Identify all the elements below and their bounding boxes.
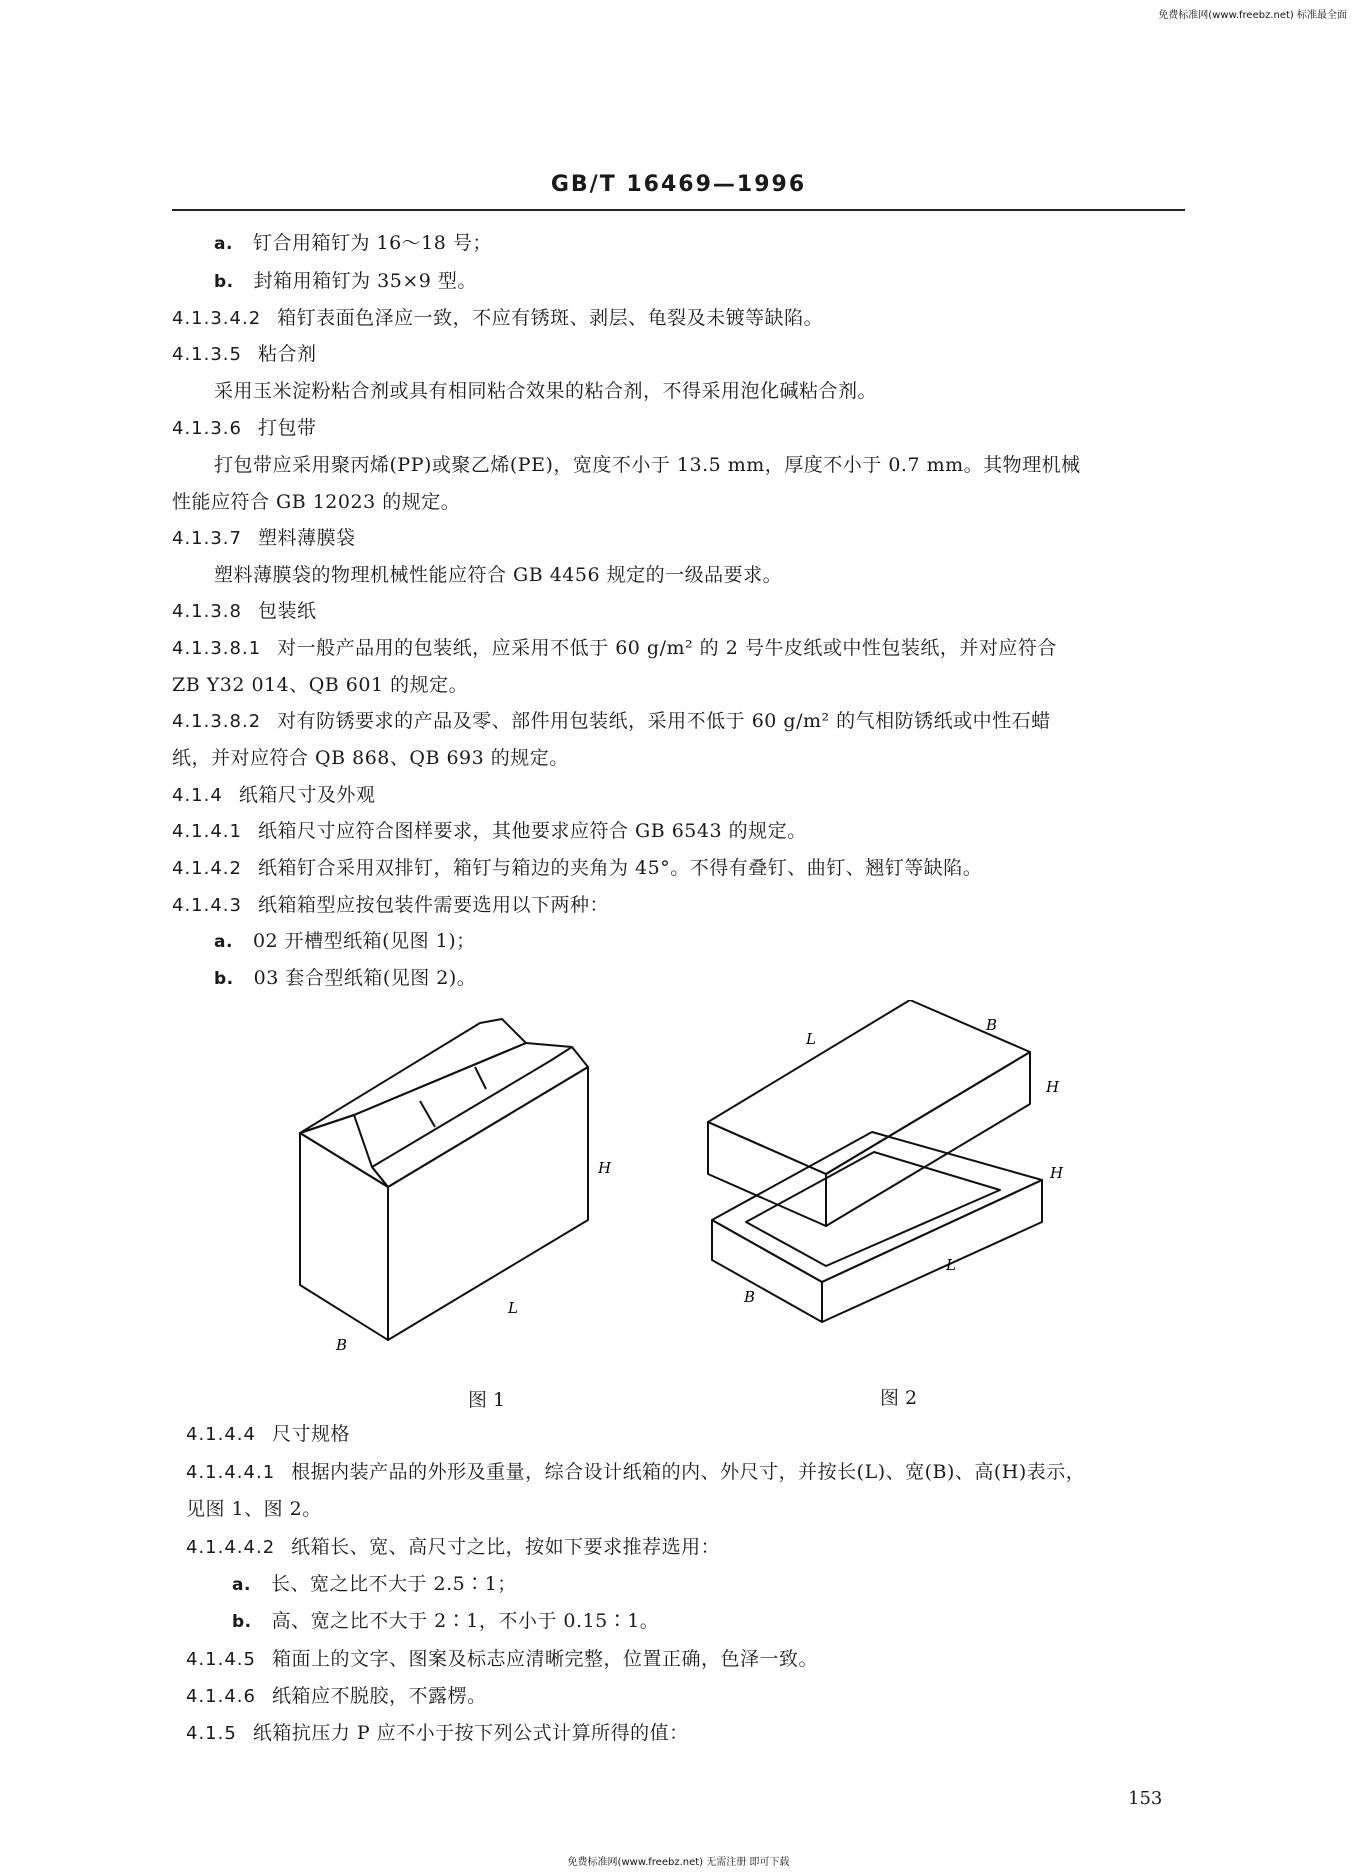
fig2-label-b-bottom: B [744, 1288, 756, 1306]
fig1-flap-gap [526, 1043, 572, 1047]
clause-4-1-3-5 [172, 342, 317, 367]
site-banner-bottom: 免费标准网(www.freebz.net) 无需注册 即可下载 [567, 1857, 790, 1868]
list-marker: b. [214, 272, 234, 292]
clause-number: 4.1.3.5 [172, 344, 242, 365]
paragraph-adhesive: 采用玉米淀粉粘合剂或具有相同粘合效果的粘合剂，不得采用泡化碱粘合剂。 [214, 380, 878, 402]
clause-number: 4.1.3.7 [172, 528, 242, 549]
clause-4-1-3-8-2 [172, 709, 1051, 734]
fig2-base-front-right [822, 1180, 1042, 1322]
clause-number: 4.1.3.8.1 [172, 638, 262, 659]
fig1-label-l: L [508, 1299, 518, 1317]
clause-title: 纸箱尺寸及外观 [238, 784, 376, 806]
clause-text: 纸箱长、宽、高尺寸之比，按如下要求推荐选用： [291, 1536, 721, 1558]
clause-4-1-4-2 [172, 856, 982, 881]
list-marker: a. [214, 932, 233, 952]
clause-4-1-4-1 [172, 819, 807, 844]
clause-4-1-4 [172, 783, 375, 808]
clause-4-1-5 [186, 1721, 689, 1746]
line-text: 钉合用箱钉为 16～18 号； [252, 232, 492, 254]
clause-text: 纸箱应不脱胶，不露楞。 [271, 1685, 487, 1707]
list-item-b-box-type [214, 966, 476, 991]
fig2-base-rim [712, 1132, 1042, 1282]
list-marker: b. [232, 1612, 252, 1632]
clause-number: 4.1.4.5 [186, 1649, 256, 1670]
clause-text: 对一般产品用的包装纸，应采用不低于 60 g/m² 的 2 号牛皮纸或中性包装纸，并对应符合 [277, 637, 1057, 659]
fig2-label-l-top: L [806, 1030, 816, 1048]
line-text: 02 开槽型纸箱(见图 1)； [252, 930, 476, 952]
fig2-base-inner [746, 1152, 1000, 1266]
clause-4-1-3-8 [172, 599, 317, 624]
site-banner-top: 免费标准网(www.freebz.net) 标准最全面 [1158, 10, 1347, 21]
line-text: 高、宽之比不大于 2∶1，不小于 0.15∶1。 [271, 1610, 660, 1632]
clause-number: 4.1.4.2 [172, 858, 242, 879]
paragraph-strap-1: 打包带应采用聚丙烯(PP)或聚乙烯(PE)，宽度不小于 13.5 mm，厚度不小于 0.7 mm。其物理机械 [214, 454, 1081, 476]
fig1-front-face [388, 1067, 588, 1340]
fig1-left-face [300, 1133, 388, 1340]
clause-4-1-3-6 [172, 416, 317, 441]
clause-text: 箱钉表面色泽应一致，不应有锈斑、剥层、龟裂及未镀等缺陷。 [277, 307, 824, 329]
list-item-b-seal-nail [214, 269, 477, 294]
fig1-label-h: H [598, 1159, 612, 1177]
clause-number: 4.1.3.8 [172, 601, 242, 622]
clause-text: 根据内装产品的外形及重量，综合设计纸箱的内、外尺寸，并按长(L)、宽(B)、高(H)表示， [291, 1461, 1086, 1483]
clause-4-1-3-8-1 [172, 636, 1057, 661]
clause-number: 4.1.4.1 [172, 821, 242, 842]
fig1-tape-edge [475, 1067, 486, 1089]
fig2-label-h-bottom: H [1050, 1164, 1064, 1182]
clause-4-1-3-8-1-cont: ZB Y32 014、QB 601 的规定。 [172, 674, 469, 696]
clause-number: 4.1.4.4.2 [186, 1537, 276, 1558]
figure-2-caption: 图 2 [880, 1387, 918, 1409]
clause-number: 4.1.3.6 [172, 418, 242, 439]
clause-text: 箱面上的文字、图案及标志应清晰完整，位置正确，色泽一致。 [271, 1648, 818, 1670]
clause-text: 对有防锈要求的产品及零、部件用包装纸，采用不低于 60 g/m² 的气相防锈纸或中性石蜡 [277, 710, 1051, 732]
figure-1-caption: 图 1 [468, 1389, 506, 1411]
list-marker: a. [214, 234, 233, 254]
paragraph-film-bag: 塑料薄膜袋的物理机械性能应符合 GB 4456 规定的一级品要求。 [214, 564, 783, 586]
fig1-back-flap [300, 1019, 526, 1133]
list-item-a-box-type [214, 929, 476, 954]
clause-number: 4.1.3.4.2 [172, 308, 262, 329]
fig1-label-b: B [336, 1336, 348, 1354]
clause-4-1-4-3 [172, 893, 609, 918]
clause-number: 4.1.4.6 [186, 1686, 256, 1707]
clause-text: 纸箱抗压力 P 应不小于按下列公式计算所得的值： [252, 1722, 689, 1744]
clause-title: 尺寸规格 [271, 1423, 350, 1445]
figure-1-slotted-box [290, 1015, 630, 1355]
clause-4-1-4-5 [186, 1647, 818, 1672]
clause-4-1-4-4-2 [186, 1535, 720, 1560]
fig2-label-l-bottom: L [946, 1256, 956, 1274]
page-number: 153 [1128, 1788, 1163, 1809]
fig2-label-b-top: B [986, 1016, 998, 1034]
list-item-a-nail-size [214, 231, 492, 256]
clause-4-1-4-4 [186, 1422, 350, 1447]
clause-number: 4.1.4.4.1 [186, 1462, 276, 1483]
clause-title: 塑料薄膜袋 [257, 527, 356, 549]
list-item-b-ratio [232, 1609, 659, 1634]
clause-4-1-4-4-1 [186, 1460, 1085, 1485]
fig2-base-front-left [712, 1220, 822, 1322]
clause-text: 纸箱尺寸应符合图样要求，其他要求应符合 GB 6543 的规定。 [257, 820, 807, 842]
clause-4-1-4-6 [186, 1684, 487, 1709]
clause-number: 4.1.4 [172, 785, 223, 806]
clause-number: 4.1.3.8.2 [172, 711, 262, 732]
clause-4-1-3-7 [172, 526, 356, 551]
clause-4-1-3-4-2 [172, 306, 823, 331]
fig1-tape-edge [420, 1101, 435, 1127]
clause-number: 4.1.4.4 [186, 1424, 256, 1445]
list-marker: b. [214, 969, 234, 989]
header-rule [172, 209, 1185, 211]
paragraph-strap-2: 性能应符合 GB 12023 的规定。 [172, 491, 461, 513]
clause-title: 包装纸 [257, 600, 317, 622]
line-text: 03 套合型纸箱(见图 2)。 [253, 967, 477, 989]
clause-title: 打包带 [257, 417, 317, 439]
list-item-a-ratio [232, 1572, 517, 1597]
clause-4-1-3-8-2-cont: 纸，并对应符合 QB 868、QB 693 的规定。 [172, 747, 569, 769]
clause-title: 粘合剂 [257, 343, 317, 365]
standard-code-header: GB/T 16469—1996 [550, 172, 807, 197]
list-marker: a. [232, 1575, 251, 1595]
clause-4-1-4-4-1-cont: 见图 1、图 2。 [186, 1498, 322, 1520]
fig1-right-flap [372, 1047, 588, 1187]
fig2-label-h-top: H [1046, 1078, 1060, 1096]
clause-text: 纸箱箱型应按包装件需要选用以下两种： [257, 894, 609, 916]
clause-number: 4.1.5 [186, 1723, 237, 1744]
line-text: 长、宽之比不大于 2.5∶1； [270, 1573, 517, 1595]
clause-number: 4.1.4.3 [172, 895, 242, 916]
line-text: 封箱用箱钉为 35×9 型。 [253, 270, 477, 292]
fig1-seam [354, 1043, 526, 1115]
clause-text: 纸箱钉合采用双排钉，箱钉与箱边的夹角为 45°。不得有叠钉、曲钉、翘钉等缺陷。 [257, 857, 983, 879]
figure-2-telescope-box [700, 1000, 1080, 1330]
